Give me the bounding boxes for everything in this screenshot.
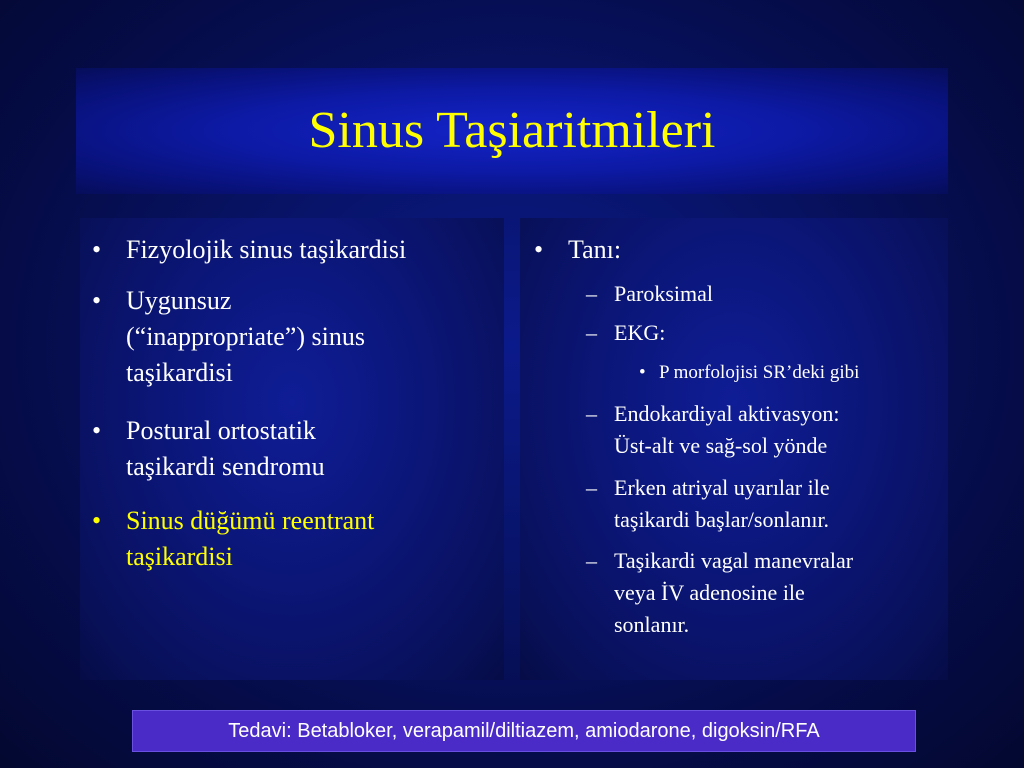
left-item-2-line-1: Uygunsuz [126, 286, 232, 315]
bullet-icon: • [534, 235, 544, 264]
right-sub-sub-item-1-line-1: P morfolojisi SR’deki gibi [659, 362, 860, 383]
left-item-3-line-2: taşikardi sendromu [126, 452, 325, 481]
left-item-1-line-1: Fizyolojik sinus taşikardisi [126, 235, 407, 264]
dash-icon: – [586, 548, 597, 573]
left-item-2-line-3: taşikardisi [126, 358, 233, 387]
right-sub-sub-item-1 [639, 359, 860, 387]
left-item-4-highlight [92, 503, 375, 575]
right-sub-item-5-line-2: veya İV adenosine ile [614, 580, 805, 605]
right-sub-item-4 [586, 472, 830, 536]
left-item-2-line-2: (“inappropriate”) sinus [126, 322, 365, 351]
right-heading-text: Tanı: [568, 235, 622, 264]
right-heading [534, 232, 622, 268]
right-sub-item-5 [586, 545, 854, 641]
left-item-3-line-1: Postural ortostatik [126, 416, 316, 445]
right-sub-item-1 [586, 278, 713, 310]
right-sub-item-4-line-1: Erken atriyal uyarılar ile [614, 475, 830, 500]
bullet-icon: • [92, 235, 102, 264]
treatment-text: Tedavi: Betabloker, verapamil/diltiazem, amiodarone, digoksin/RFA [228, 719, 820, 742]
dash-icon: – [586, 281, 597, 306]
right-sub-item-3-line-1: Endokardiyal aktivasyon: [614, 401, 840, 426]
bullet-icon: • [92, 286, 102, 315]
left-item-1 [92, 232, 407, 268]
bullet-icon: • [92, 506, 102, 535]
left-item-3 [92, 413, 325, 485]
dash-icon: – [586, 475, 597, 500]
left-item-4-line-2: taşikardisi [126, 542, 233, 571]
treatment-footer [132, 710, 916, 752]
left-item-4-line-1: Sinus düğümü reentrant [126, 506, 375, 535]
right-sub-item-5-line-1: Taşikardi vagal manevralar [614, 548, 854, 573]
bullet-icon: • [92, 416, 102, 445]
right-sub-item-2-line-1: EKG: [614, 320, 666, 345]
right-sub-item-3 [586, 398, 840, 462]
left-item-2 [92, 283, 365, 391]
bullet-icon: • [639, 362, 646, 383]
right-sub-item-4-line-2: taşikardi başlar/sonlanır. [614, 507, 830, 532]
right-sub-item-2 [586, 317, 666, 349]
title-box [76, 68, 948, 194]
dash-icon: – [586, 320, 597, 345]
right-sub-item-3-line-2: Üst-alt ve sağ-sol yönde [614, 433, 828, 458]
dash-icon: – [586, 401, 597, 426]
right-sub-item-1-line-1: Paroksimal [614, 281, 713, 306]
right-sub-item-5-line-3: sonlanır. [614, 612, 690, 637]
slide-title: Sinus Taşiaritmileri [308, 102, 716, 159]
